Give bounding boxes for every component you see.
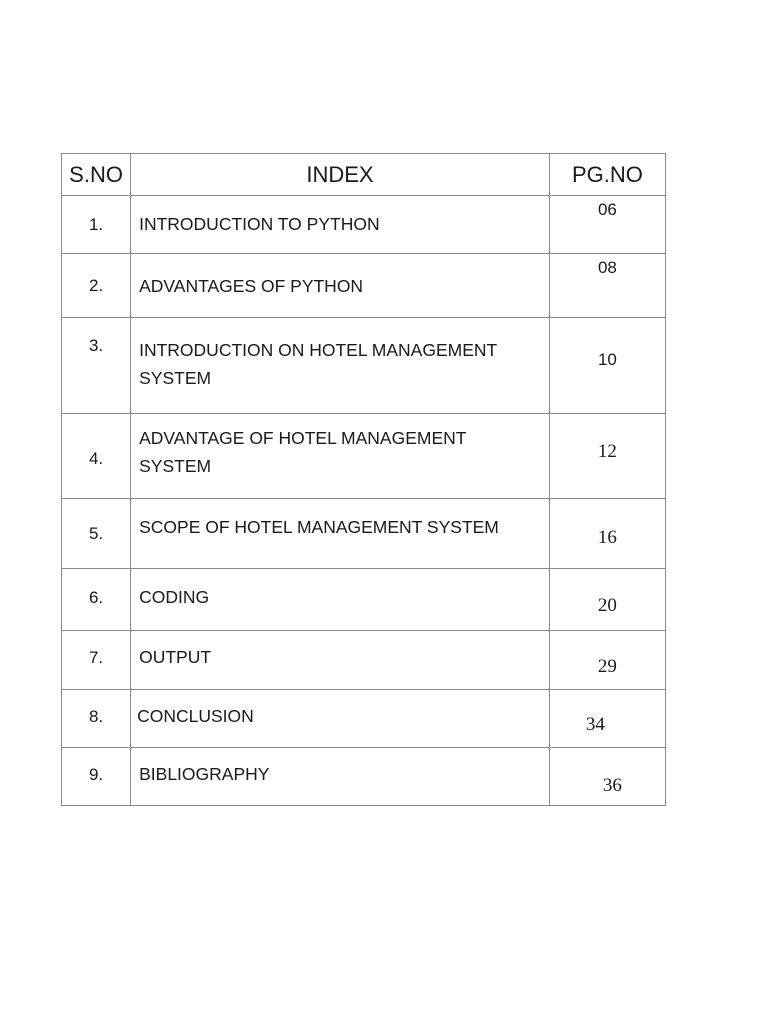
table-row [62, 569, 666, 631]
row-page: 12 [549, 414, 665, 499]
table-row [62, 254, 666, 318]
row-sno: 8. [62, 690, 131, 748]
row-sno: 5. [62, 499, 131, 569]
table-row [62, 318, 666, 414]
row-title: OUTPUT [131, 631, 550, 690]
row-page: 16 [549, 499, 665, 569]
row-title: INTRODUCTION TO PYTHON [131, 196, 550, 254]
row-page: 29 [549, 631, 665, 690]
row-title: CONCLUSION [131, 690, 550, 748]
table-row [62, 631, 666, 690]
table-header-row [62, 154, 666, 196]
row-page: 36 [549, 748, 665, 806]
row-title: ADVANTAGE OF HOTEL MANAGEMENT SYSTEM [131, 414, 550, 499]
header-index: INDEX [131, 154, 550, 196]
row-sno: 7. [62, 631, 131, 690]
row-sno: 3. [62, 318, 131, 414]
row-sno: 6. [62, 569, 131, 631]
row-page: 34 [549, 690, 665, 748]
table-row [62, 414, 666, 499]
row-title: BIBLIOGRAPHY [131, 748, 550, 806]
row-page: 08 [549, 254, 665, 318]
row-title: CODING [131, 569, 550, 631]
row-sno: 1. [62, 196, 131, 254]
header-sno: S.NO [62, 154, 131, 196]
index-table [61, 153, 666, 806]
row-page: 10 [549, 318, 665, 414]
row-sno: 9. [62, 748, 131, 806]
row-title: SCOPE OF HOTEL MANAGEMENT SYSTEM [131, 499, 550, 569]
row-title: INTRODUCTION ON HOTEL MANAGEMENT SYSTEM [131, 318, 550, 414]
row-sno: 2. [62, 254, 131, 318]
table-row [62, 499, 666, 569]
row-sno: 4. [62, 414, 131, 499]
row-title: ADVANTAGES OF PYTHON [131, 254, 550, 318]
row-page: 20 [549, 569, 665, 631]
table-row [62, 196, 666, 254]
table-row [62, 690, 666, 748]
table-row [62, 748, 666, 806]
header-pgno: PG.NO [549, 154, 665, 196]
row-page: 06 [549, 196, 665, 254]
